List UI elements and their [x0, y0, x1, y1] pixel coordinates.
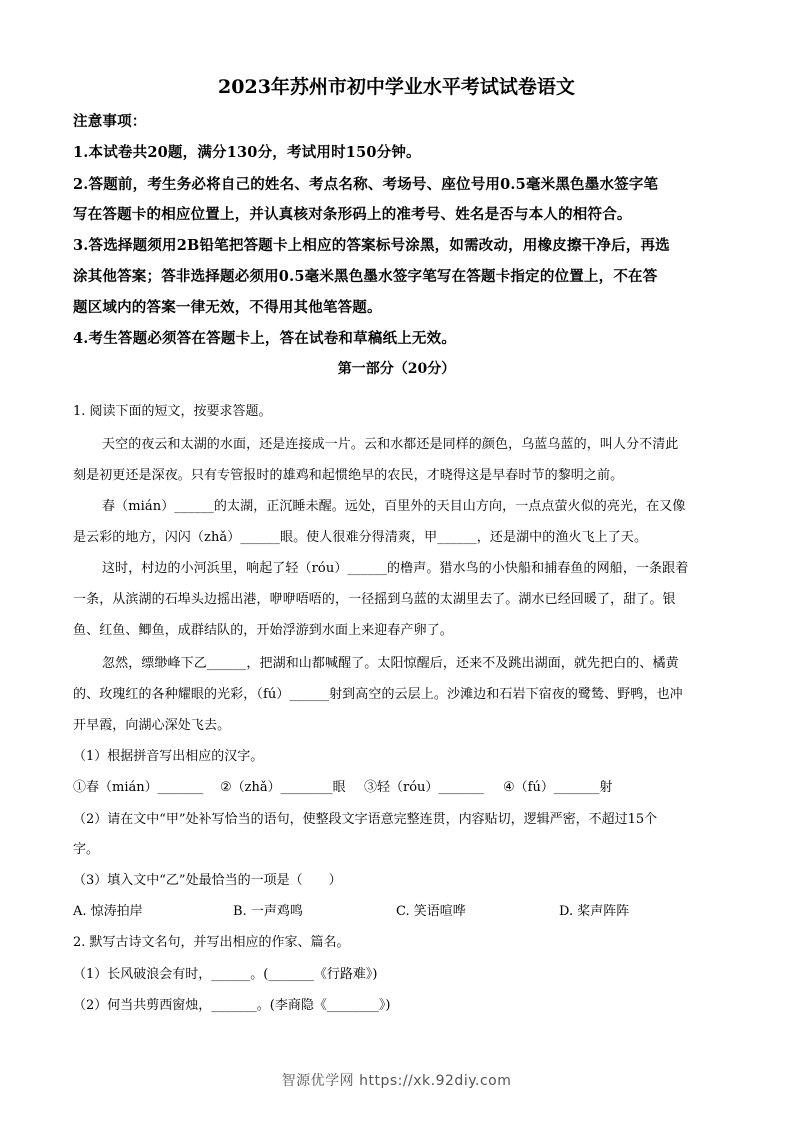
option-c: C. 笑语喧哗	[396, 904, 466, 919]
pinyin-blank-1: ①春（mián）_______	[73, 780, 204, 795]
pinyin-blank-2: ②（zhǎ）________眼	[220, 780, 346, 795]
notice-line: 4.考生答题必须答在答题卡上，答在试卷和草稿纸上无效。	[73, 330, 457, 347]
option-a: A. 惊涛拍岸	[73, 904, 143, 919]
notice-line: 2.答题前，考生务必将自己的姓名、考点名称、考场号、座位号用0.5毫米黑色墨水签字笔	[73, 176, 659, 193]
passage-line: 这时，村边的小河浜里，响起了轻（róu）______的橹声。猎水鸟的小快船和捕春鱼的网船，一条跟着	[102, 561, 689, 576]
question-2-prompt: 2. 默写古诗文名句，并写出相应的作家、篇名。	[73, 935, 350, 950]
notice-heading: 注意事项：	[73, 113, 147, 130]
watermark-footer: 智源优学网 https://xk.92diy.com	[281, 1073, 512, 1089]
question-1-prompt: 1. 阅读下面的短文，按要求答题。	[73, 404, 272, 419]
notice-line: 3.答选择题须用2B铅笔把答题卡上相应的答案标号涂黑，如需改动，用橡皮擦干净后，再选	[73, 237, 670, 254]
sub-question-1: （1）根据拼音写出相应的汉字。	[73, 749, 264, 764]
passage-line: 刻是初更还是深夜。只有专管报时的雄鸡和起惯绝早的农民，才晓得这是早春时节的黎明之前。	[73, 468, 624, 483]
option-b: B. 一声鸡鸣	[233, 904, 303, 919]
sub-question-2: （2）请在文中“甲”处补写恰当的语句，使整段文字语意完整连贯，内容贴切，逻辑严密，不超过15个	[73, 812, 658, 827]
passage-line: 春（mián）______的太湖，正沉睡未醒。远处，百里外的天目山方向，一点点萤火似的亮光，在又像	[102, 499, 686, 514]
passage-line: 鱼、红鱼、鲫鱼，成群结队的，开始浮游到水面上来迎春产卵了。	[73, 623, 453, 638]
passage-line: 是云彩的地方，闪闪（zhǎ）______眼。使人很难分得清爽，甲______，还是湖中的渔火飞上了天。	[73, 530, 648, 545]
section-title: 第一部分（20分）	[337, 361, 456, 377]
option-d: D. 桨声阵阵	[559, 904, 630, 919]
dictation-item: （2）何当共剪西窗烛，_______。(李商隐《________》)	[73, 998, 391, 1013]
dictation-item: （1）长风破浪会有时，______。(_______《行路难》)	[73, 967, 378, 982]
sub-question-2-cont: 字。	[73, 842, 100, 857]
passage-line: 开早霞，向湖心深处飞去。	[73, 718, 231, 733]
pinyin-blank-3: ③轻（róu）_______	[364, 780, 484, 795]
passage-line: 忽然，缥缈峰下乙______，把湖和山都喊醒了。太阳惊醒后，还来不及跳出湖面，就先把白的、橘黄	[102, 656, 679, 671]
passage-line: 天空的夜云和太湖的水面，还是连接成一片。云和水都还是同样的颜色，乌蓝乌蓝的，叫人分不清此	[102, 437, 679, 452]
sub-question-3: （3）填入文中“乙”处最恰当的一项是（ ）	[73, 873, 342, 888]
notice-line: 涂其他答案；答非选择题必须用0.5毫米黑色墨水签字笔写在答题卡指定的位置上，不在答	[73, 268, 658, 285]
page-title: 2023年苏州市初中学业水平考试试卷语文	[218, 76, 575, 98]
passage-line: 的、玫瑰红的各种耀眼的光彩，（fú）______射到高空的云层上。沙滩边和石岩下宿夜的鹭鸶、野鸭，也冲	[73, 687, 683, 702]
notice-line: 1.本试卷共20题，满分130分，考试用时150分钟。	[73, 144, 421, 161]
pinyin-blank-4: ④（fú）_______射	[503, 780, 613, 795]
notice-line: 写在答题卡的相应位置上，并认真核对条形码上的准考号、姓名是否与本人的相符合。	[73, 206, 632, 223]
passage-line: 一条，从滨湖的石埠头边摇出港，咿咿唔唔的，一径摇到乌蓝的太湖里去了。湖水已经回暖了，甜了。银	[73, 592, 676, 607]
notice-line: 题区域内的答案一律无效，不得用其他笔答题。	[73, 299, 382, 316]
